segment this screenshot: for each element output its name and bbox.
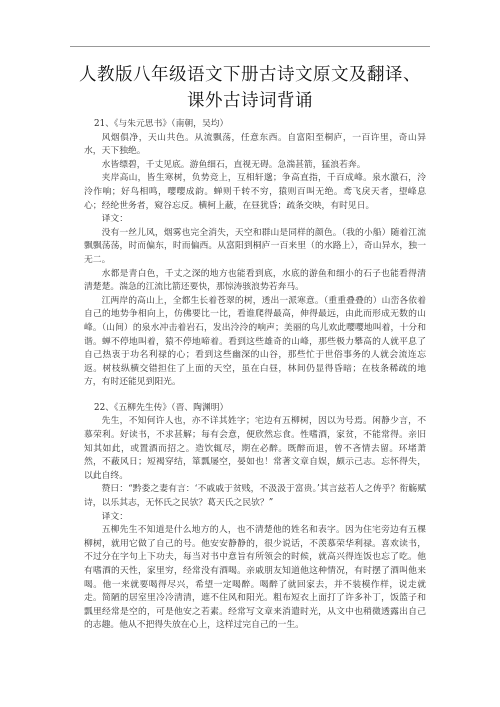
- section-22-paragraph-1: 先生，不知何许人也，亦不详其姓字；宅边有五柳树，因以为号焉。闲静少言，不慕荣利。好读书，不求甚解；每有会意，便欣然忘食。性嗜酒，家贫，不能常得。亲旧知其如此，或置酒而招之。造饮辄尽，期在必醉。既醉而退，曾不吝情去留。环堵萧然，不蔽风日；短褐穿结，箪瓢屡空，晏如也！常著文章自娱，颇示己志。忘怀得失，以此自终。: [84, 416, 426, 481]
- section-21-paragraph-3: 夹岸高山，皆生寒树，负势竞上，互相轩邈；争高直指，千百成峰。泉水激石，泠泠作响；好鸟相鸣，嘤嘤成韵。蝉则千转不穷，猿则百叫无绝。鸢飞戾天者，望峰息心；经纶世务者，窥谷忘反。横柯上蔽，在昼犹昏；疏条交映，有时见日。: [84, 173, 426, 211]
- header-rule: [70, 46, 430, 47]
- section-21-paragraph-2: 水皆缥碧，千丈见底。游鱼细石，直视无碍。急湍甚箭，猛浪若奔。: [101, 159, 366, 170]
- section-22-translation-1: 五柳先生不知道是什么地方的人，也不清楚他的姓名和表字。因为住宅旁边有五棵柳树，就用它做了自己的号。他安安静静的，很少说话，不羡慕荣华利禄。喜欢读书，不过分在字句上下功夫，每当对书中意旨有所领会的时候，就高兴得连饭也忘了吃。他有嗜酒的天性，家里穷，经常没有酒喝。亲戚朋友知道他这种情况，有时摆了酒叫他来喝。他一来就要喝得尽兴，希望一定喝醉。喝醉了就回家去，并不装模作样，说走就走。简陋的居室里冷冷清清，遮不住风和阳光。粗布短衣上面打了许多补丁，饭篮子和瓢里经常是空的，可是他安之若素。经常写文章来消遣时光，从文中也稍微透露出自己的志趣。他从不把得失放在心上，这样过完自己的一生。: [84, 525, 426, 631]
- section-21-heading: 21、《与朱元思书》（南朝，吴均）: [94, 119, 229, 129]
- section-21-paragraph-1: 风烟俱净，天山共色。从流飘荡，任意东西。自富阳至桐庐，一百许里，奇山异水，天下独绝。: [84, 132, 426, 157]
- section-21-translation-label: 译文：: [101, 214, 128, 225]
- title-line-1: 人教版八年级语文下册古诗文原文及翻译、: [79, 65, 421, 85]
- section-spacer: [84, 390, 426, 402]
- section-22-paragraph-2: 赞曰：“黔娄之妻有言：‘不戚戚于贫贱，不汲汲于富贵。’其言兹若人之俦乎？衔觞赋诗，以乐其志，无怀氏之民欤？葛天氏之民欤？”: [84, 484, 426, 509]
- section-21-translation-2: 水都是青白色，千丈之深的地方也能看到底，水底的游鱼和细小的石子也能看得清清楚楚。湍急的江流比箭还要快，那惊涛骇浪势若奔马。: [84, 268, 426, 293]
- section-21-translation-3: 江两岸的高山上，全都生长着苍翠的树，透出一派寒意。（重重叠叠的）山峦各依着自己的地势争相向上，仿佛要比一比，看谁爬得最高，伸得最远，由此而形成无数的山峰。（山间）的泉水冲击着岩石，发出泠泠的响声；美丽的鸟儿欢此嘤嘤地叫着，十分和谐。蝉不停地叫着，猿不停地啼着。看到这些雄奇的山峰，那些极力攀高的人就平息了自己热衷于功名利禄的心；看到这些幽深的山谷，那些忙于世俗事务的人就会流连忘返。树枝纵横交错担住了上面的天空，虽在白昼，林间仍显得昏暗；在枝条稀疏的地方，有时还能见到阳光。: [84, 295, 426, 388]
- section-21-translation-1: 没有一丝儿风，烟雾也完全消失，天空和群山是同样的颜色。（我的小船）随着江流飘飘荡荡，时而偏东，时而偏西。从富阳到桐庐一百来里（的水路上），奇山异水，独一无二。: [84, 227, 426, 265]
- section-22-heading: 22、《五柳先生传》（晋、陶渊明）: [94, 402, 229, 413]
- title-line-2: 课外古诗词背诵: [187, 91, 313, 111]
- section-22-translation-label: 译文：: [101, 511, 128, 522]
- document-body: [84, 118, 426, 633]
- page-title: [70, 62, 430, 114]
